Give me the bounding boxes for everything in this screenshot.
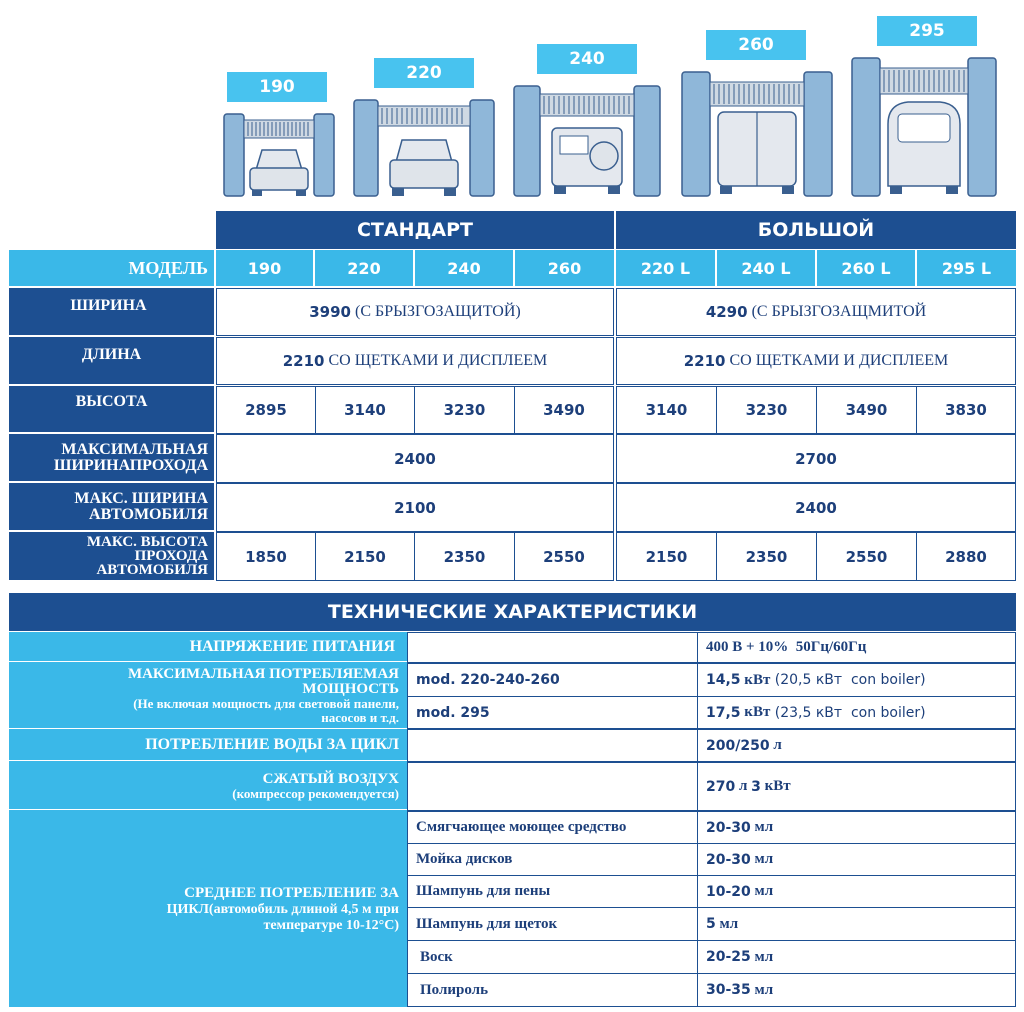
model-row-label: МОДЕЛЬ [9, 250, 214, 286]
car-wash-illustration-icon [850, 54, 998, 198]
avg-item-name: Полироль [407, 973, 698, 1007]
power-label: МАКСИМАЛЬНАЯ ПОТРЕБЛЯЕМАЯ МОЩНОСТЬ (Не включая мощность для световой панели, насосов и т.д. [9, 663, 407, 729]
avg-item-value: 20-25 мл [697, 940, 1016, 974]
max-car-width-label: МАКС. ШИРИНА АВТОМОБИЛЯ [9, 483, 214, 530]
car-wash-illustration-icon [222, 110, 336, 198]
model-220l: 220 L [616, 250, 716, 286]
model-240: 240 [415, 250, 514, 286]
avg-item-value: 10-20 мл [697, 875, 1016, 908]
avg-item-name: Шампунь для пены [407, 875, 698, 908]
height-cell: 3230 [414, 386, 515, 434]
tech-specs-title: ТЕХНИЧЕСКИЕ ХАРАКТЕРИСТИКИ [9, 593, 1016, 631]
air-value: 270 л 3 кВт [697, 762, 1016, 811]
voltage-value: 400 В + 10% 50Гц/60Гц [697, 632, 1016, 663]
height-cell: 3140 [616, 386, 717, 434]
height-cell: 3490 [514, 386, 614, 434]
group-large-header: БОЛЬШОЙ [616, 211, 1016, 249]
max-car-height-label: МАКС. ВЫСОТА ПРОХОДА АВТОМОБИЛЯ [9, 532, 214, 580]
max-car-height-cell: 2350 [414, 532, 515, 581]
max-car-height-cell: 2880 [916, 532, 1016, 581]
avg-item-name: Воск [407, 940, 698, 974]
machine-label: 260 [706, 30, 806, 60]
height-cell: 2895 [216, 386, 316, 434]
width-large-cell: 4290 (С БРЫЗГОЗАЩМИТОЙ [616, 288, 1016, 336]
water-mid-cell [407, 729, 698, 762]
max-pass-width-large: 2700 [616, 434, 1016, 483]
voltage-mid-cell [407, 632, 698, 663]
car-wash-illustration-icon [680, 68, 834, 198]
model-295l: 295 L [917, 250, 1016, 286]
height-cell: 3140 [315, 386, 415, 434]
avg-item-name: Смягчающее моющее средство [407, 811, 698, 844]
power-model-cell: mod. 220-240-260 [407, 663, 698, 697]
model-260l: 260 L [817, 250, 916, 286]
model-220: 220 [315, 250, 414, 286]
width-standard-cell: 3990 (С БРЫЗГОЗАЩИТОЙ) [216, 288, 614, 336]
length-large-cell: 2210 СО ЩЕТКАМИ И ДИСПЛЕЕМ [616, 337, 1016, 385]
power-model-cell: mod. 295 [407, 696, 698, 729]
car-wash-illustration-icon [352, 96, 496, 198]
height-row-label: ВЫСОТА [9, 386, 214, 432]
voltage-label: НАПРЯЖЕНИЕ ПИТАНИЯ [9, 632, 407, 662]
max-car-height-cell: 2350 [716, 532, 817, 581]
length-row-label: ДЛИНА [9, 337, 214, 384]
group-standard-header: СТАНДАРТ [216, 211, 614, 249]
water-value: 200/250 л [697, 729, 1016, 762]
avg-item-value: 5 мл [697, 907, 1016, 941]
max-car-width-standard: 2100 [216, 483, 614, 532]
avg-item-value: 30-35 мл [697, 973, 1016, 1007]
avg-item-value: 20-30 мл [697, 843, 1016, 876]
max-car-height-cell: 2550 [816, 532, 917, 581]
length-standard-cell: 2210 СО ЩЕТКАМИ И ДИСПЛЕЕМ [216, 337, 614, 385]
max-car-height-cell: 2150 [315, 532, 415, 581]
height-cell: 3830 [916, 386, 1016, 434]
water-label: ПОТРЕБЛЕНИЕ ВОДЫ ЗА ЦИКЛ [9, 729, 407, 761]
model-190: 190 [216, 250, 314, 286]
height-cell: 3490 [816, 386, 917, 434]
avg-item-value: 20-30 мл [697, 811, 1016, 844]
air-mid-cell [407, 762, 698, 811]
avg-item-name: Шампунь для щеток [407, 907, 698, 941]
max-car-height-cell: 1850 [216, 532, 316, 581]
height-cell: 3230 [716, 386, 817, 434]
max-car-height-cell: 2150 [616, 532, 717, 581]
max-car-height-cell: 2550 [514, 532, 614, 581]
max-pass-width-standard: 2400 [216, 434, 614, 483]
machine-label: 220 [374, 58, 474, 88]
machine-label: 190 [227, 72, 327, 102]
model-240l: 240 L [717, 250, 816, 286]
car-wash-illustration-icon [512, 82, 662, 198]
max-car-width-large: 2400 [616, 483, 1016, 532]
model-260: 260 [515, 250, 614, 286]
power-value: 17,5 кВт (23,5 кВт con boiler) [697, 696, 1016, 729]
machine-label: 295 [877, 16, 977, 46]
air-label: СЖАТЫЙ ВОЗДУХ (компрессор рекомендуется) [9, 762, 407, 810]
max-pass-width-label: МАКСИМАЛЬНАЯ ШИРИНАПРОХОДА [9, 434, 214, 481]
width-row-label: ШИРИНА [9, 288, 214, 335]
machine-label: 240 [537, 44, 637, 74]
avg-consumption-label: СРЕДНЕЕ ПОТРЕБЛЕНИЕ ЗА ЦИКЛ(автомобиль длиной 4,5 м при температуре 10-12°С) [166, 884, 399, 933]
avg-item-name: Мойка дисков [407, 843, 698, 876]
power-value: 14,5 кВт (20,5 кВт con boiler) [697, 663, 1016, 697]
